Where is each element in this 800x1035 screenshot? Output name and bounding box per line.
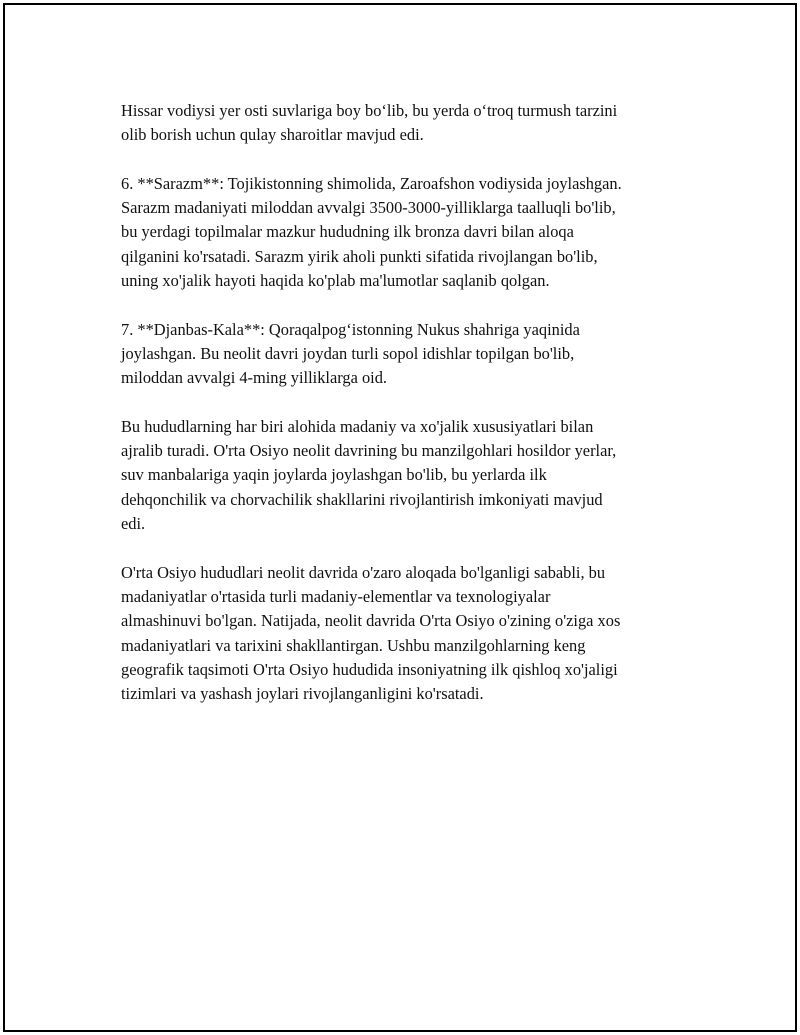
document-body (121, 99, 701, 731)
paragraph-sarazm: 6. **Sarazm**: Tojikistonning shimolida, Zaroafshon vodiysida joylashgan. Sarazm madaniyati miloddan avvalgi 3500-3000-yilliklarga taalluqli bo'lib, bu yerdagi topilmalar mazkur hududning ilk bronza davri bilan aloqa qilganini ko'rsatadi. Sarazm yirik aholi punkti sifatida rivojlangan bo'lib, uning xo'jalik hayoti haqida ko'plab ma'lumotlar saqlanib qolgan. (121, 173, 622, 291)
paragraph-djanbas-kala: 7. **Djanbas-Kala**: Qoraqalpog‘istonning Nukus shahriga yaqinida joylashgan. Bu neolit davri joydan turli sopol idishlar topilgan bo'lib, miloddan avvalgi 4-ming yilliklarga oid. (121, 319, 580, 388)
paragraph-conclusion: O'rta Osiyo hududlari neolit davrida o'zaro aloqada bo'lganligi sababli, bu madaniyatlar o'rtasida turli madaniy-elementlar va texnologiyalar almashinuvi bo'lgan. Natijada, neolit davrida O'rta Osiyo o'zining o'ziga xos madaniyatlari va tarixini shakllantirgan. Ushbu manzilgohlarning keng geografik taqsimoti O'rta Osiyo hududida insoniyatning ilk qishloq xo'jaligi tizimlari va yashash joylari rivojlanganligini ko'rsatadi. (121, 562, 621, 704)
document-page (3, 3, 797, 1032)
paragraph-hissar: Hissar vodiysi yer osti suvlariga boy bo‘lib, bu yerda o‘troq turmush tarzini olib borish uchun qulay sharoitlar mavjud edi. (121, 101, 618, 145)
paragraph-regional-features: Bu hududlarning har biri alohida madaniy va xo'jalik xususiyatlari bilan ajralib turadi. O'rta Osiyo neolit davrining bu manzilgohlari hosildor yerlar, suv manbalariga yaqin joylarda joylashgan bo'lib, bu yerlarda ilk dehqonchilik va chorvachilik shakllarini rivojlantirish imkoniyati mavjud edi. (121, 416, 617, 534)
